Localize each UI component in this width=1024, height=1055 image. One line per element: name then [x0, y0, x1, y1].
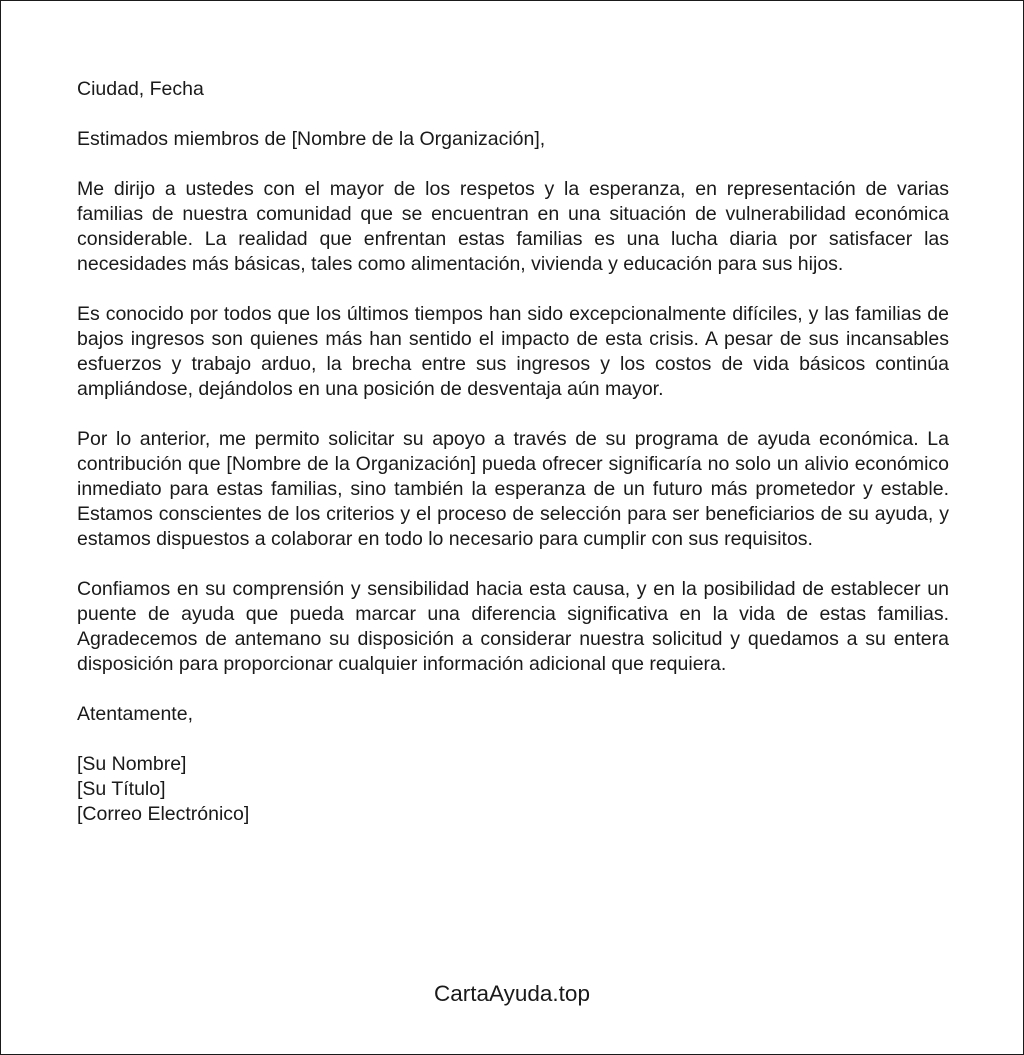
paragraph-1: Me dirijo a ustedes con el mayor de los respetos y la esperanza, en representación de varias familias de nuestra comunidad que se encuentran en una situación de vulnerabilidad económica considerable. La realidad que enfrentan estas familias es una lucha diaria por satisfacer las necesidades más básicas, tales como alimentación, vivienda y educación para sus hijos. [77, 178, 949, 275]
closing: Atentamente, [77, 703, 193, 725]
site-footer: CartaAyuda.top [434, 981, 590, 1006]
paragraph-4: Confiamos en su comprensión y sensibilidad hacia esta causa, y en la posibilidad de establecer un puente de ayuda que pueda marcar una diferencia significativa en la vida de estas familias. Agradecemos de antemano su disposición a considerar nuestra solicitud y quedamos a su entera disposición para proporcionar cualquier información adicional que requiera. [77, 578, 949, 675]
signature-name: [Su Nombre] [77, 753, 187, 775]
letter-body [77, 77, 949, 827]
place-date: Ciudad, Fecha [77, 78, 204, 100]
paragraph-2: Es conocido por todos que los últimos tiempos han sido excepcionalmente difíciles, y las familias de bajos ingresos son quienes más han sentido el impacto de esta crisis. A pesar de sus incansables esfuerzos y trabajo arduo, la brecha entre sus ingresos y los costos de vida básicos continúa ampliándose, dejándolos en una posición de desventaja aún mayor. [77, 303, 949, 400]
paragraph-3: Por lo anterior, me permito solicitar su apoyo a través de su programa de ayuda económica. La contribución que [Nombre de la Organización] pueda ofrecer significaría no solo un alivio económico inmediato para estas familias, sino también la esperanza de un futuro más prometedor y estable. Estamos conscientes de los criterios y el proceso de selección para ser beneficiarios de su ayuda, y estamos dispuestos a colaborar en todo lo necesario para cumplir con sus requisitos. [77, 428, 949, 550]
signature-block [77, 752, 949, 827]
signature-email: [Correo Electrónico] [77, 803, 250, 825]
greeting: Estimados miembros de [Nombre de la Organización], [77, 128, 546, 150]
signature-title: [Su Título] [77, 778, 166, 800]
